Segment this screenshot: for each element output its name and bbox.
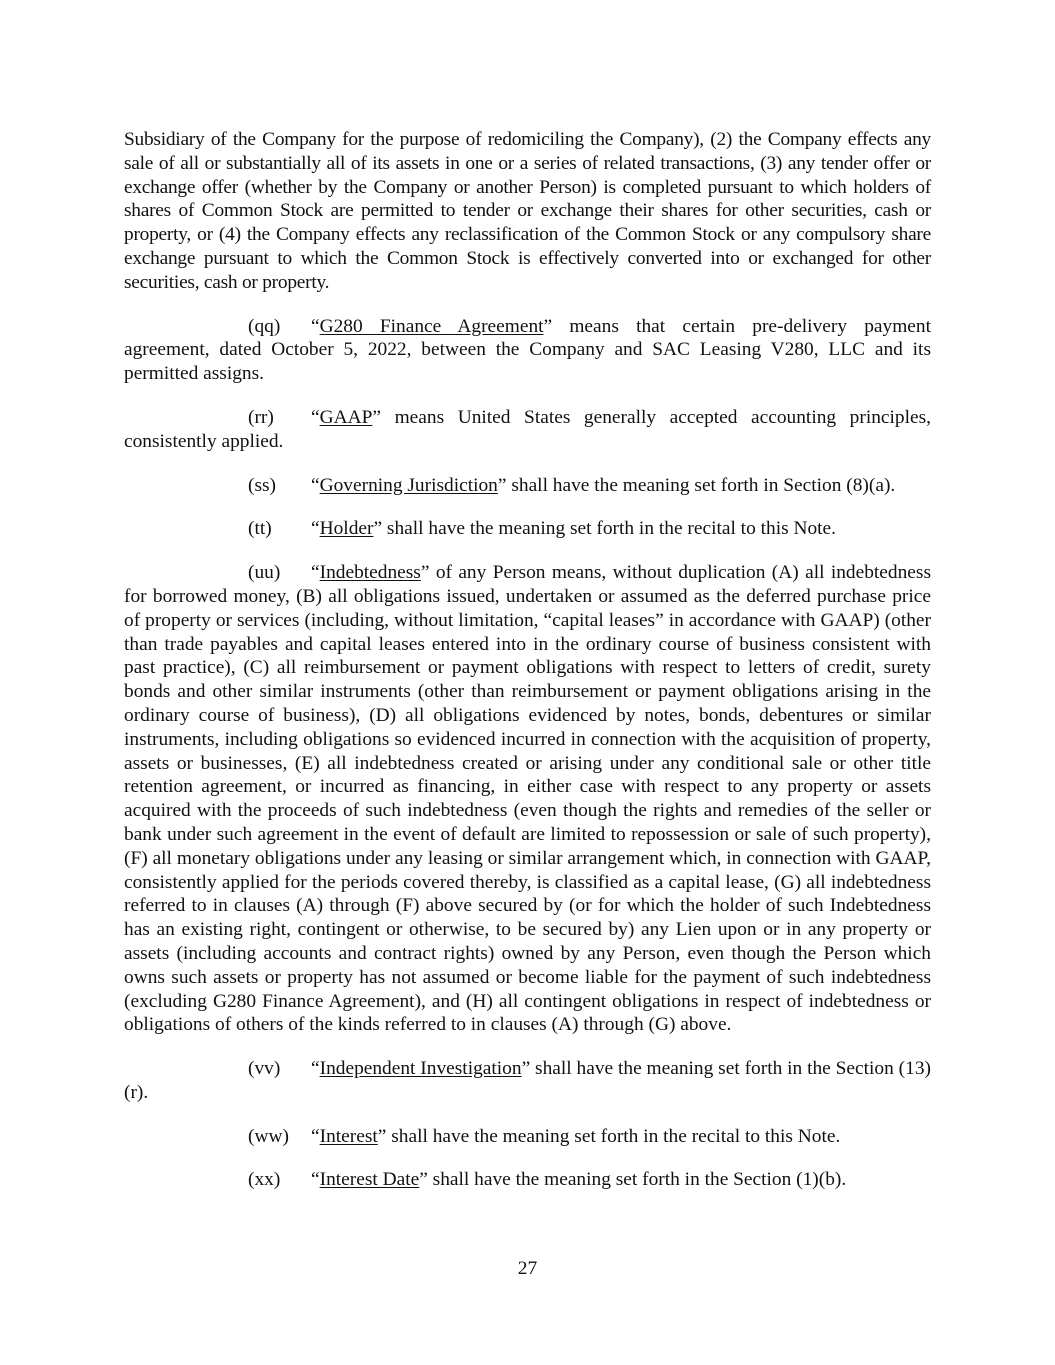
quote: “ bbox=[311, 474, 320, 496]
definition-ww bbox=[124, 1125, 931, 1149]
definition-label: (tt) bbox=[248, 518, 272, 540]
definition-uu bbox=[124, 561, 931, 1037]
quote: “ bbox=[311, 1058, 320, 1080]
definition-label: (vv) bbox=[248, 1058, 281, 1080]
definition-label: (ww) bbox=[248, 1125, 289, 1147]
definition-label: (rr) bbox=[248, 406, 274, 428]
defined-term: GAAP bbox=[319, 406, 373, 428]
definition-label: (uu) bbox=[248, 562, 281, 584]
definition-label: (ss) bbox=[248, 474, 277, 496]
defined-term: G280 Finance Agreement bbox=[319, 315, 544, 337]
definition-text: ” shall have the meaning set forth in the Section (13)(r). bbox=[124, 1058, 931, 1103]
definition-qq bbox=[124, 315, 931, 386]
definition-xx bbox=[124, 1168, 931, 1192]
quote: “ bbox=[311, 1125, 320, 1147]
definition-text: ” shall have the meaning set forth in the recital to this Note. bbox=[373, 518, 837, 540]
definition-rr bbox=[124, 406, 931, 454]
defined-term: Governing Jurisdiction bbox=[319, 474, 498, 496]
quote: “ bbox=[311, 562, 320, 584]
document-page bbox=[124, 128, 931, 1212]
defined-term: Independent Investigation bbox=[319, 1058, 522, 1080]
definition-text: ” shall have the meaning set forth in the Section (1)(b). bbox=[419, 1169, 847, 1191]
definition-ss bbox=[124, 474, 931, 498]
quote: “ bbox=[311, 406, 320, 428]
definition-text: ” means that certain pre-delivery payment agreement, dated October 5, 2022, between the Company and SAC Leasing V280, LLC and its permitted assigns. bbox=[124, 315, 931, 385]
definition-text: ” shall have the meaning set forth in the recital to this Note. bbox=[377, 1125, 841, 1147]
quote: “ bbox=[311, 518, 320, 540]
definition-text: ” shall have the meaning set forth in Section (8)(a). bbox=[497, 474, 896, 496]
defined-term: Holder bbox=[319, 518, 374, 540]
definition-vv bbox=[124, 1057, 931, 1105]
defined-term: Indebtedness bbox=[319, 562, 421, 584]
defined-term: Interest Date bbox=[319, 1169, 420, 1191]
defined-term: Interest bbox=[319, 1125, 378, 1147]
definition-label: (qq) bbox=[248, 315, 281, 337]
intro-paragraph: Subsidiary of the Company for the purpose of redomiciling the Company), (2) the Company effects any sale of all or substantially all of its assets in one or a series of related transactions, (3) any tender offer or exchange offer (whether by the Company or another Person) is completed pursuant to which holders of shares of Common Stock are permitted to tender or exchange their shares for other securities, cash or property, or (4) the Company effects any reclassification of the Common Stock or any compulsory share exchange pursuant to which the Common Stock is effectively converted into or exchanged for other securities, cash or property. bbox=[124, 129, 931, 293]
quote: “ bbox=[311, 315, 320, 337]
quote: “ bbox=[311, 1169, 320, 1191]
definition-label: (xx) bbox=[248, 1169, 281, 1191]
definition-text: ” of any Person means, without duplication (A) all indebtedness for borrowed money, (B) all obligations issued, undertaken or assumed as the deferred purchase price of property or services (including, without limitation, “capital leases” in accordance with GAAP) (other than trade payables and capital leases entered into in the ordinary course of business consistent with past practice), (C) all reimbursement or payment obligations with respect to letters of credit, surety bonds and other similar instruments (other than reimbursement or payment obligations arising in the ordinary course of business), (D) all obligations evidenced by notes, bonds, debentures or similar instruments, including obligations so evidenced incurred in connection with the acquisition of property, assets or businesses, (E) all indebtedness created or arising under any conditional sale or other title retention agreement, or incurred as financing, in either case with respect to any property or assets acquired with the proceeds of such indebtedness (even though the rights and remedies of the seller or bank under such agreement in the event of default are limited to repossession or sale of such property), (F) all monetary obligations under any leasing or similar arrangement which, in connection with GAAP, consistently applied for the periods covered thereby, is classified as a capital lease, (G) all indebtedness referred to in clauses (A) through (F) above secured by (or for which the holder of such Indebtedness has an existing right, contingent or otherwise, to be secured by) any Lien upon or in any property or assets (including accounts and contract rights) owned by any Person, even though the Person which owns such assets or property has not assumed or become liable for the payment of such indebtedness (excluding G280 Finance Agreement), and (H) all contingent obligations in respect of indebtedness or obligations of others of the kinds referred to in clauses (A) through (G) above. bbox=[124, 562, 931, 1036]
page-number: 27 bbox=[517, 1258, 538, 1279]
definition-text: ” means United States generally accepted accounting principles, consistently applied. bbox=[124, 406, 931, 452]
definition-tt bbox=[124, 517, 931, 541]
